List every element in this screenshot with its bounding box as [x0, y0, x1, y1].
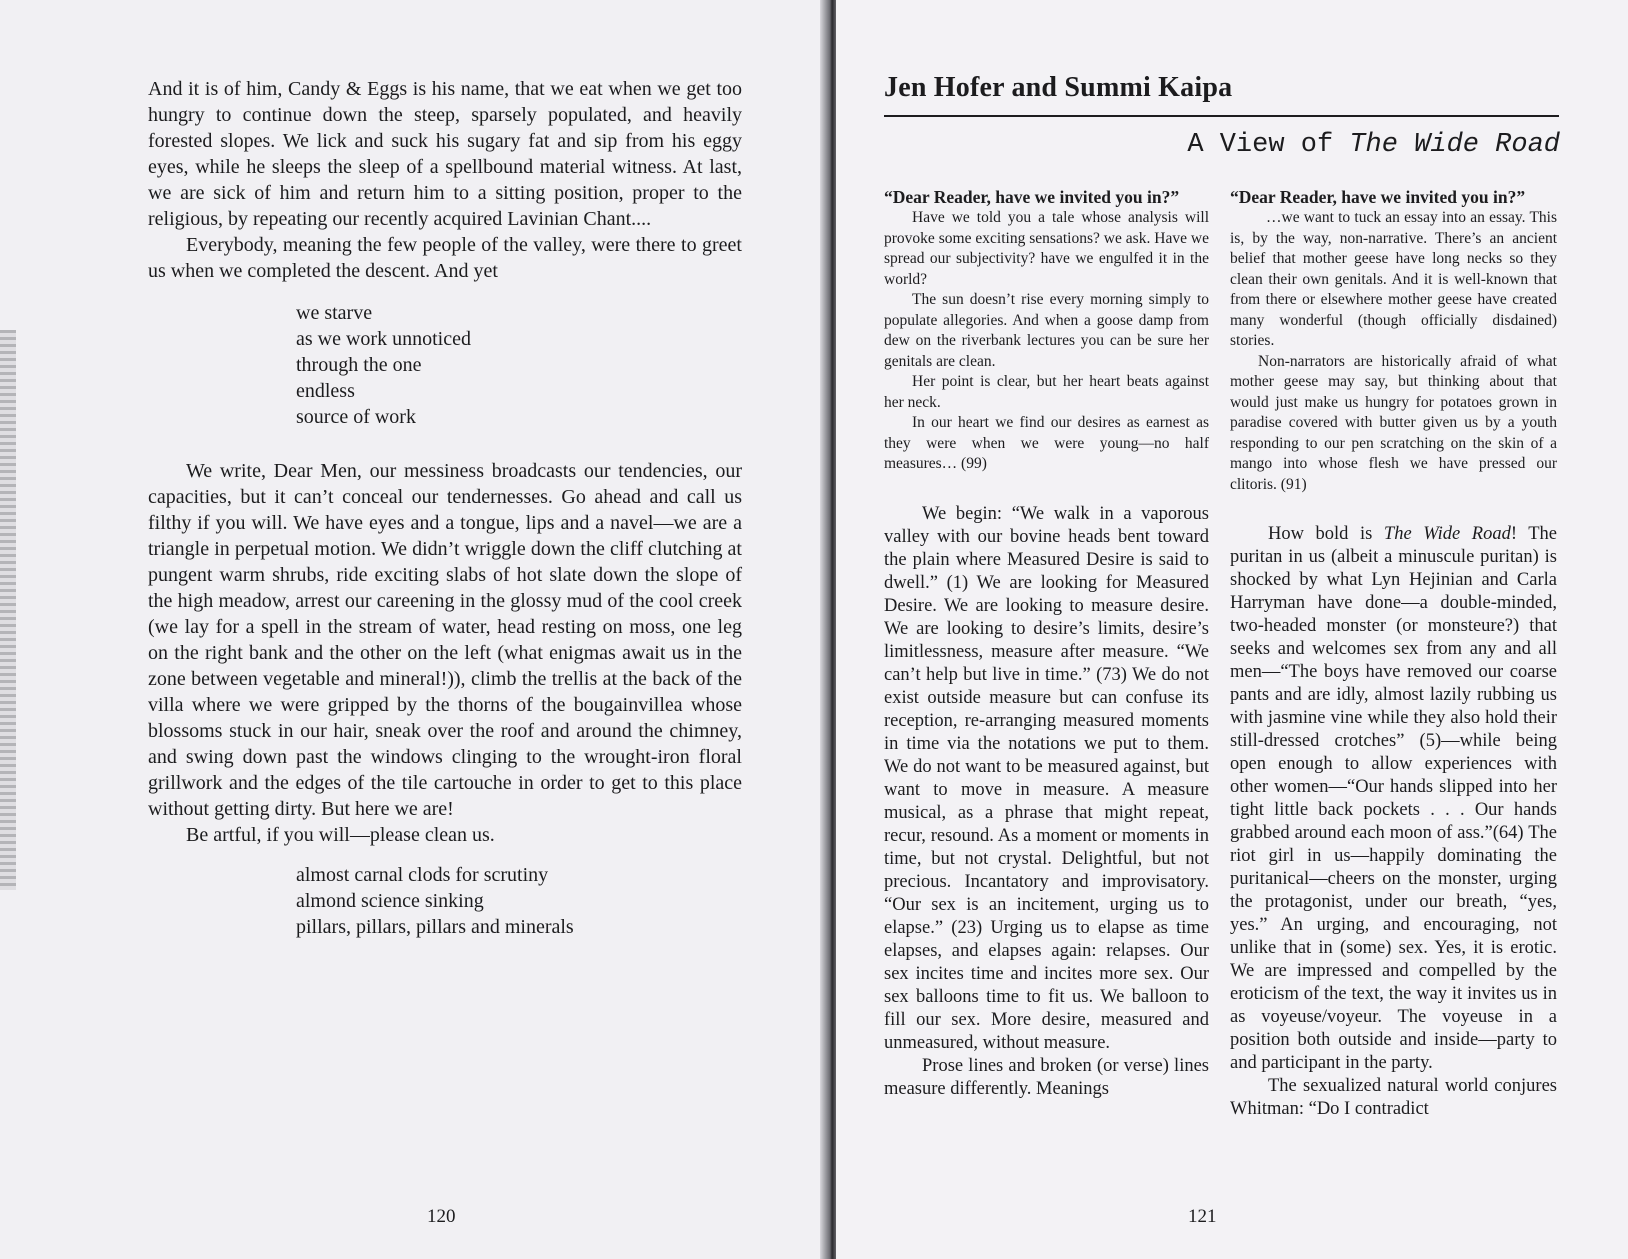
column-heading: “Dear Reader, have we invited you in?” — [1230, 187, 1526, 207]
poem-line: almond science sinking — [296, 890, 484, 912]
paragraph: Everybody, meaning the few people of the valley, were there to greet us when we completed the descent. And yet — [148, 234, 742, 282]
body-text — [1230, 523, 1557, 1121]
left-body-text — [148, 76, 742, 968]
paragraph: …we want to tuck an essay into an essay. This is, by the way, non-narrative. There’s an ancient belief that mother geese have long necks so they clean their own genitals. And it is well-known that from there or elsewhere mother geese have created many wonderful (though officially disdained) stories. — [1230, 209, 1557, 349]
text-run: ! The puritan in us (albeit a minuscule puritan) is shocked by what Lyn Hejinian and Carla Harryman have done—a double-minded, two-headed monster (or monsteure?) that seeks and welcomes sex from any and all men—“The boys have removed our coarse pants and are idly, almost lazily rubbing us with jasmine vine while they also hold their still-dressed crotches” (5)—while being open enough to allow experiences with other women—“Our hands slipped into her tight little back pockets . . . Our hands grabbed around each moon of ass.”(64) The riot girl in us—happily dominating the puritanical—cheers on the monster, urging the protagonist, under our breath, “yes, yes.” An urging, and encouraging, not unlike that in (some) sex. Yes, it is erotic. We are impressed and compelled by the eroticism of the text, the way it invites us in as voyeuse/voyeur. The voyeuse in a position both outside and inside—party to and participant in the party. — [1230, 524, 1557, 1073]
poem-line: as we work unnoticed — [296, 328, 471, 350]
body-text — [884, 503, 1209, 1101]
column-left — [884, 187, 1209, 1101]
paragraph: We write, Dear Men, our messiness broadcasts our tendencies, our capacities, but it can’t conceal our tendernesses. Go ahead and call us filthy if you will. We have eyes and a tongue, lips and a navel—we are a triangle in perpetual motion. We didn’t wriggle down the cliff clutching at pungent warm shrubs, ride exciting slabs of hot slate down the slope of the high meadow, arrest our careening in the glossy mud of the cool creek (we lay for a spell in the stream of water, head resting on moss, one leg on the right bank and the other on the left (what enigmas await us in the zone between vegetable and mineral!)), climb the trellis at the back of the villa where we were gripped by the thorns of the bougainvillea whose blossoms stuck in our hair, sneak over the roof and around the chimney, and swing down past the windows clinging to the wrought-iron floral grillwork and the edges of the tile cartouche in order to get to this place without getting dirty. But here we are! — [148, 460, 742, 820]
page-number: 121 — [1188, 1206, 1217, 1227]
paragraph: Prose lines and broken (or verse) lines measure differently. Meanings — [884, 1055, 1209, 1099]
essay-title-book: The Wide Road — [1349, 130, 1560, 160]
essay-title-prefix: A View of — [1187, 130, 1350, 160]
poem-line: almost carnal clods for scrutiny — [296, 864, 549, 886]
heading-rule — [884, 115, 1559, 117]
text-run: How bold is — [1268, 524, 1384, 544]
poem-line: pillars, pillars, pillars and minerals — [296, 916, 574, 938]
epigraph-text — [884, 208, 1209, 475]
poem-line: endless — [296, 380, 355, 402]
poem-line: source of work — [296, 406, 416, 428]
paragraph: Her point is clear, but her heart beats against her neck. — [884, 373, 1209, 411]
epigraph-text — [1230, 208, 1557, 495]
paragraph: The sexualized natural world conjures Whitman: “Do I contradict — [1230, 1076, 1557, 1119]
book-title: The Wide Road — [1383, 524, 1511, 544]
column-heading: “Dear Reader, have we invited you in?” — [884, 187, 1180, 207]
paragraph: We begin: “We walk in a vaporous valley with our bovine heads bent toward the plain where Measured Desire is said to dwell.” (1) We are looking for Measured Desire. We are looking to measure desire. We are looking to desire’s limits, desire’s limitlessness, measure after measure. “We can’t help but live in time.” (73) We do not exist outside measure but can confuse its reception, re-arranging measured moments in time via the notations we put to them. We do not want to be measured against, but want to move in measure. A measure musical, as a phrase that might repeat, recur, resound. As a moment or moments in time, but not crystal. Delightful, but not precious. Incantatory and improvisatory. “Our sex is an incitement, urging us to elapse.” (23) Urging us to elapse as time elapses, and elapses again: relapses. Our sex incites time and incites more sex. Our sex balloons time to fit us. We balloon to fill our sex. More desire, measured and unmeasured, without measure. — [884, 503, 1209, 1053]
poem-stanza — [296, 862, 742, 940]
paragraph: And it is of him, Candy & Eggs is his name, that we eat when we get too hungry to continue down the steep, sparsely populated, and heavily forested slopes. We lick and suck his sugary fat and sip from his eggy eyes, while he sleeps the sleep of a spellbound material witness. At last, we are sick of him and return him to a sitting position, proper to the religious, by repeating our recently acquired Lavinian Chant.... — [148, 78, 742, 230]
essay-title — [1187, 130, 1560, 160]
column-right — [1230, 187, 1557, 1121]
paragraph: In our heart we find our desires as earnest as they were when we were young—no half measures… (99) — [884, 414, 1209, 472]
paragraph: The sun doesn’t rise every morning simply to populate allegories. And when a goose damp from dew on the riverbank lectures you can be sure her genitals are clean. — [884, 291, 1209, 370]
poem-stanza — [296, 300, 742, 430]
page-edge-shadow — [0, 330, 16, 890]
page-number: 120 — [427, 1206, 456, 1227]
paragraph — [1230, 523, 1557, 1075]
poem-line: through the one — [296, 354, 422, 376]
paragraph: Have we told you a tale whose analysis will provoke some exciting sensations? we ask. Have we spread our subjectivity? have we engulfed it in the world? — [884, 209, 1209, 288]
author-heading: Jen Hofer and Summi Kaipa — [884, 72, 1233, 103]
paragraph: Non-narrators are historically afraid of what mother geese may say, but thinking about that would just make us hungry for potatoes grown in paradise covered with butter given us by a youth responding to our pen scratching on the skin of a mango into whose flesh we have pressed our clitoris. (91) — [1230, 352, 1557, 493]
poem-line: we starve — [296, 302, 373, 324]
paragraph: Be artful, if you will—please clean us. — [186, 824, 495, 846]
